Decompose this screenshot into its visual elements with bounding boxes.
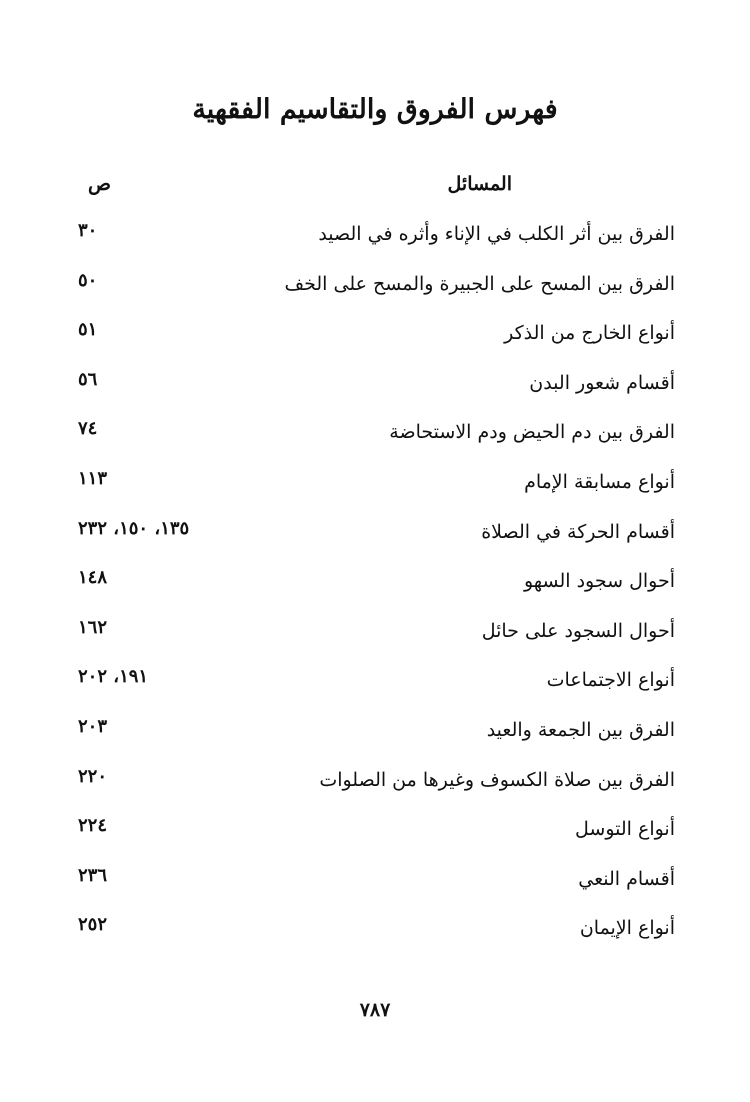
- entry-title: الفرق بين أثر الكلب في الإناء وأثره في الصيد: [318, 223, 675, 245]
- entry-page-number: ٥٠: [78, 269, 98, 291]
- index-entry: [0, 904, 750, 954]
- index-entry: [0, 656, 750, 706]
- entry-page-number: ٢٥٢: [78, 914, 108, 936]
- index-entry: [0, 260, 750, 310]
- entry-title: أنواع الإيمان: [579, 917, 675, 940]
- entry-page-number: ١٦٢: [78, 616, 108, 638]
- entry-page-number: ١٣٥، ١٥٠، ٢٣٢: [78, 517, 190, 539]
- entry-page-number: ١١٣: [78, 467, 108, 489]
- index-header: [0, 166, 750, 202]
- index-entry: [0, 458, 750, 508]
- index-entry: [0, 508, 750, 558]
- entry-page-number: ٣٠: [78, 220, 98, 241]
- page-column-header: ص: [88, 173, 111, 195]
- index-list: [0, 210, 750, 954]
- entry-title: الفرق بين الجمعة والعيد: [486, 718, 675, 741]
- entry-page-number: ٢٠٣: [78, 715, 108, 737]
- entry-page-number: ١٤٨: [78, 567, 108, 589]
- entry-page-number: ٥٦: [78, 368, 98, 390]
- index-entry: [0, 557, 750, 607]
- entry-title: أنواع التوسل: [575, 818, 675, 841]
- index-entry: [0, 210, 750, 260]
- index-entry: [0, 359, 750, 409]
- entry-title: الفرق بين المسح على الجبيرة والمسح على الخف: [284, 272, 675, 295]
- index-entry: [0, 607, 750, 657]
- entry-page-number: ٧٤: [78, 418, 98, 440]
- issues-column-header: المسائل: [447, 173, 512, 195]
- index-entry: [0, 706, 750, 756]
- entry-title: أحوال السجود على حائل: [481, 619, 675, 642]
- index-entry: [0, 408, 750, 458]
- page-number: ٧٨٧: [359, 999, 391, 1021]
- page-title: فهرس الفروق والتقاسيم الفقهية: [192, 94, 558, 125]
- entry-title: أقسام الحركة في الصلاة: [481, 520, 675, 543]
- entry-title: أحوال سجود السهو: [523, 570, 675, 593]
- index-entry: [0, 805, 750, 855]
- entry-page-number: ١٩١، ٢٠٢: [78, 666, 149, 688]
- entry-title: أقسام النعي: [578, 867, 675, 890]
- entry-page-number: ٥١: [78, 319, 98, 341]
- entry-title: أنواع الخارج من الذكر: [504, 322, 675, 345]
- entry-title: الفرق بين دم الحيض ودم الاستحاضة: [389, 421, 675, 444]
- entry-page-number: ٢٣٦: [78, 864, 108, 886]
- index-entry: [0, 309, 750, 359]
- entry-page-number: ٢٢٠: [78, 765, 108, 787]
- index-entry: [0, 756, 750, 806]
- entry-title: أنواع الاجتماعات: [546, 669, 675, 692]
- entry-page-number: ٢٢٤: [78, 815, 108, 837]
- entry-title: أنواع مسابقة الإمام: [524, 470, 675, 493]
- index-entry: [0, 855, 750, 905]
- entry-title: الفرق بين صلاة الكسوف وغيرها من الصلوات: [319, 768, 675, 791]
- entry-title: أقسام شعور البدن: [529, 371, 675, 394]
